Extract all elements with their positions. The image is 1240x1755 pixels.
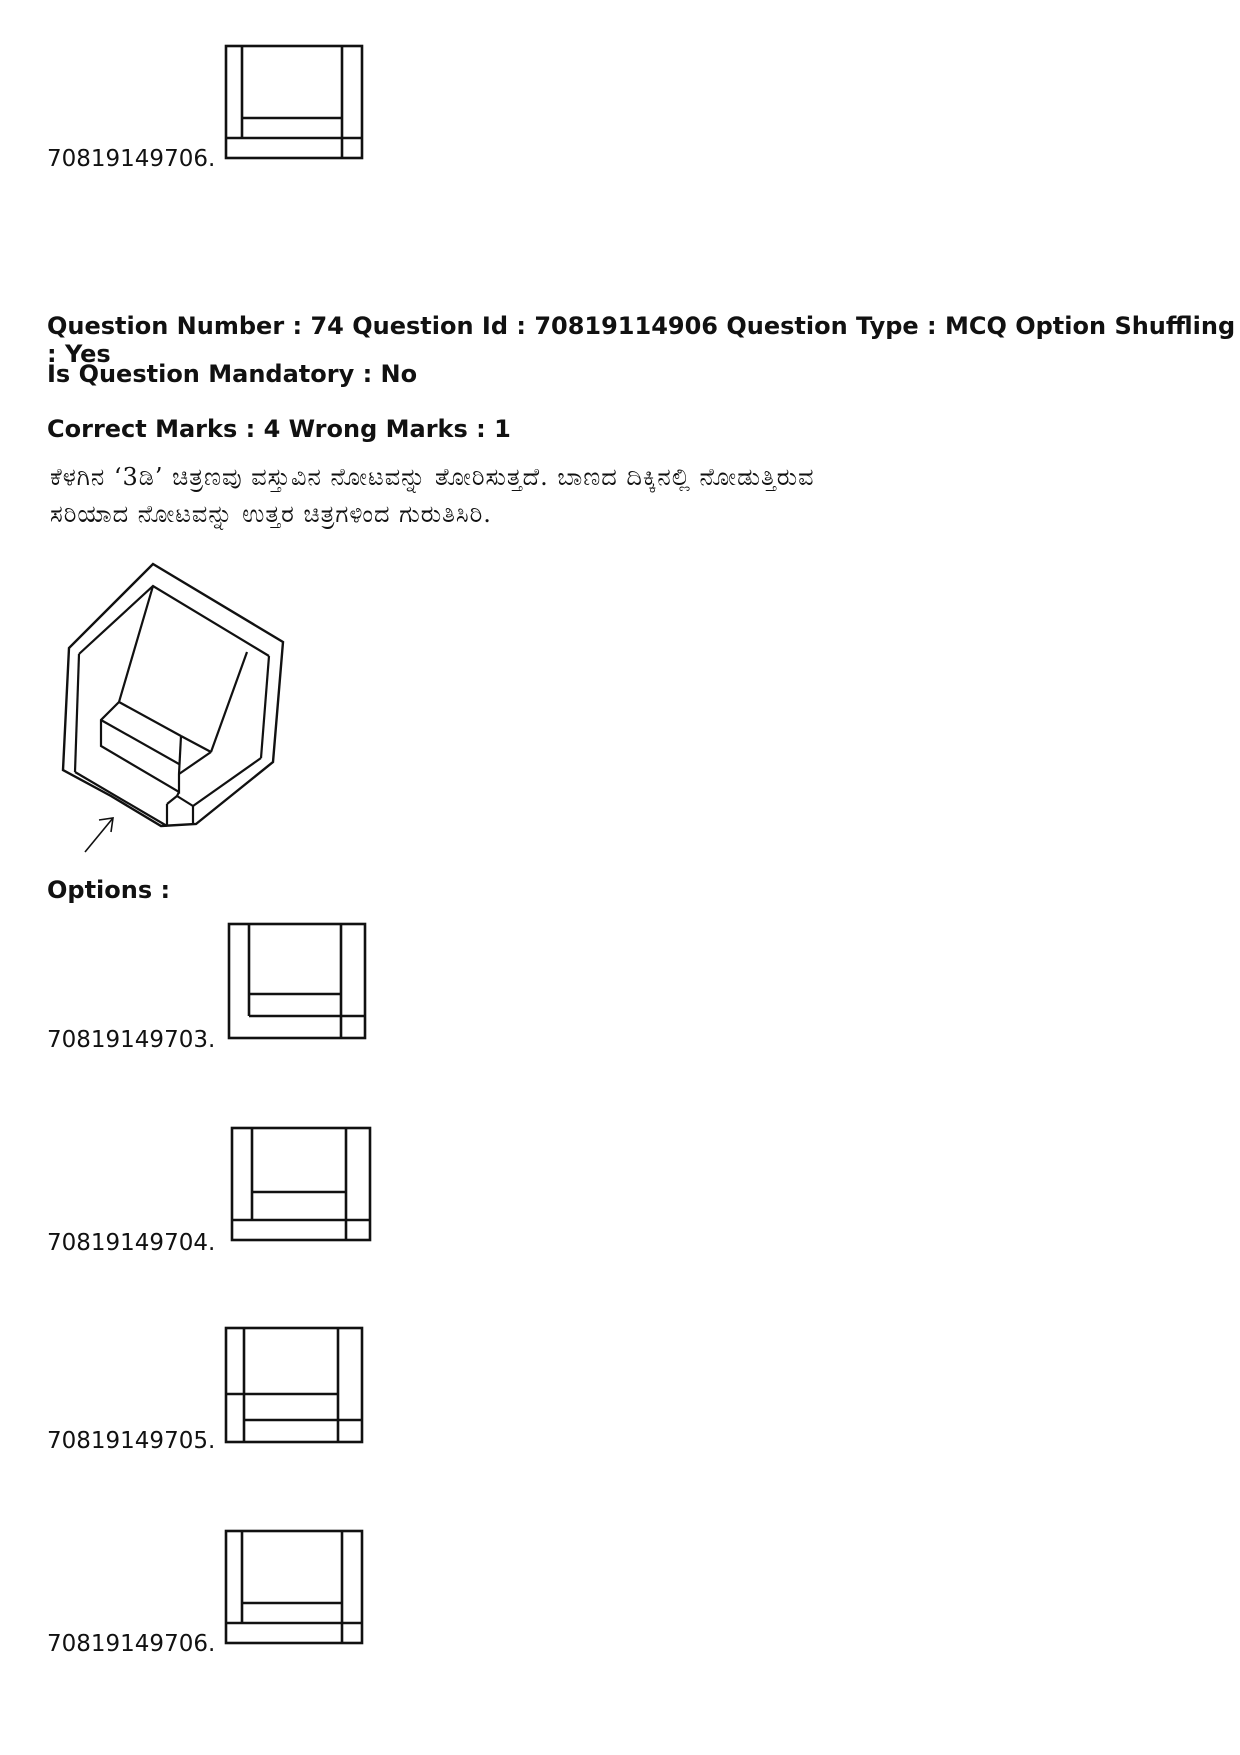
prev-option-figure — [224, 44, 364, 160]
option-2-figure[interactable] — [230, 1126, 372, 1242]
question-header: Question Number : 74 Question Id : 70819114906 Question Type : MCQ Option Shuffling : Yes — [47, 312, 1236, 368]
option-1-figure[interactable] — [227, 922, 367, 1040]
option-3-figure[interactable] — [224, 1326, 364, 1444]
option-3-label[interactable]: 70819149705. — [47, 1428, 216, 1454]
prev-option-label: 70819149706. — [47, 146, 216, 172]
question-marks: Correct Marks : 4 Wrong Marks : 1 — [47, 415, 511, 443]
option-4-figure[interactable] — [224, 1529, 364, 1645]
question-text-line1: ಕೆಳಗಿನ ‘3ಡಿ’ ಚಿತ್ರಣವು ವಸ್ತುವಿನ ನೋಟವನ್ನು ತೋರಿಸುತ್ತದೆ. ಬಾಣದ ದಿಕ್ಕಿನಲ್ಲಿ ನೋಡುತ್ತಿರುವ — [50, 463, 815, 491]
question-3d-figure — [55, 560, 295, 856]
option-1-label[interactable]: 70819149703. — [47, 1027, 216, 1053]
option-4-label[interactable]: 70819149706. — [47, 1631, 216, 1657]
options-heading: Options : — [47, 876, 171, 904]
question-text-line2: ಸರಿಯಾದ ನೋಟವನ್ನು ಉತ್ತರ ಚಿತ್ರಗಳಿಂದ ಗುರುತಿಸಿರಿ. — [50, 500, 492, 528]
option-2-label[interactable]: 70819149704. — [47, 1230, 216, 1256]
question-mandatory: Is Question Mandatory : No — [47, 360, 418, 388]
